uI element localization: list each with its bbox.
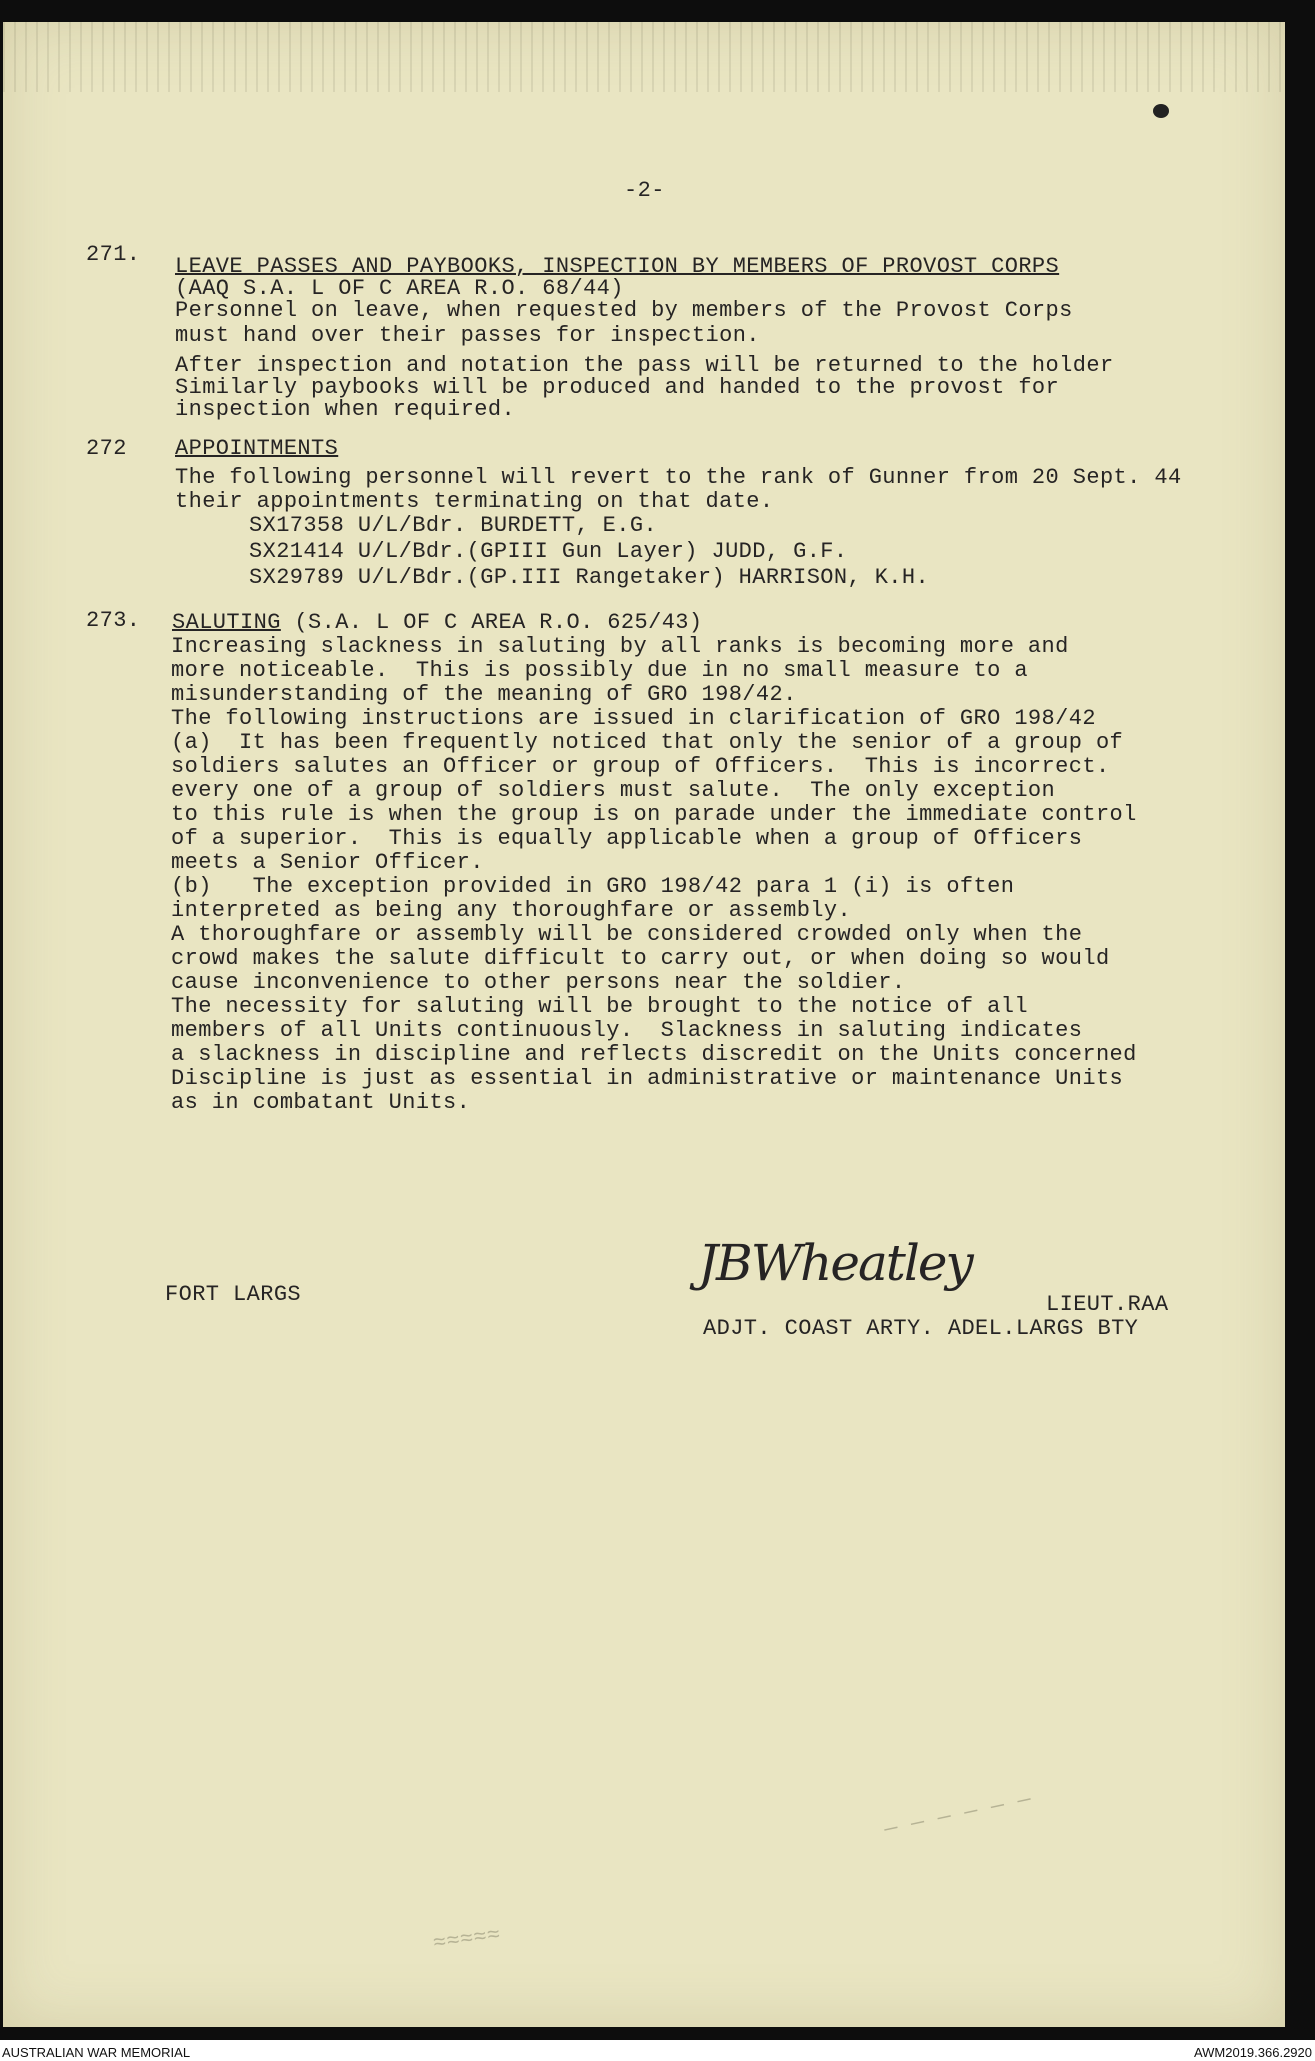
section-273-line: members of all Units continuously. Slackness in saluting indicates [171, 1018, 1083, 1043]
section-273-line: every one of a group of soldiers must salute. The only exception [171, 778, 1056, 803]
signature: JBWheatley [698, 1234, 972, 1292]
section-272-line: their appointments terminating on that date. [175, 489, 774, 514]
section-273-line: more noticeable. This is possibly due in no small measure to a [171, 658, 1028, 683]
section-273-number: 273. [86, 608, 141, 633]
section-273-line: Discipline is just as essential in administrative or maintenance Units [171, 1066, 1124, 1091]
section-271-ref: (AAQ S.A. L OF C AREA R.O. 68/44) [175, 276, 624, 301]
section-273-heading-line [172, 610, 703, 636]
personnel-entry: SX29789 U/L/Bdr.(GP.III Rangetaker) HARRISON, K.H. [249, 565, 930, 590]
section-273-line: (a) It has been frequently noticed that only the senior of a group of [171, 730, 1124, 755]
section-273-line: interpreted as being any thoroughfare or assembly. [171, 898, 852, 923]
footer-right: AWM2019.366.2920 [1193, 2045, 1312, 2060]
section-273-line: cause inconvenience to other persons near the soldier. [171, 970, 906, 995]
section-273-line: The following instructions are issued in clarification of GRO 198/42 [171, 706, 1096, 731]
section-271-line: Similarly paybooks will be produced and handed to the provost for [175, 375, 1060, 400]
section-271-heading: LEAVE PASSES AND PAYBOOKS, INSPECTION BY MEMBERS OF PROVOST CORPS [175, 254, 1060, 279]
footer-left: AUSTRALIAN WAR MEMORIAL [2, 2045, 191, 2060]
section-273-line: to this rule is when the group is on parade under the immediate control [171, 802, 1137, 827]
personnel-entry: SX21414 U/L/Bdr.(GPIII Gun Layer) JUDD, G.F. [249, 539, 848, 564]
section-271-line: must hand over their passes for inspection. [175, 323, 760, 348]
section-271-number: 271. [86, 242, 141, 267]
typed-text [3, 22, 1285, 2027]
bleed-through-mark: ≈≈≈≈≈ [431, 1922, 503, 1957]
document-page [3, 22, 1285, 2027]
section-273-line: of a superior. This is equally applicable when a group of Officers [171, 826, 1083, 851]
section-272-number: 272 [86, 436, 127, 461]
section-273-ref: (S.A. L OF C AREA R.O. 625/43) [280, 610, 703, 635]
signatory-title: ADJT. COAST ARTY. ADEL.LARGS BTY [703, 1316, 1139, 1341]
section-271-line: Personnel on leave, when requested by members of the Provost Corps [175, 298, 1073, 323]
section-273-line: A thoroughfare or assembly will be considered crowded only when the [171, 922, 1083, 947]
section-273-line: a slackness in discipline and reflects discredit on the Units concerned [171, 1042, 1137, 1067]
location: FORT LARGS [165, 1282, 302, 1307]
section-272-heading: APPOINTMENTS [175, 436, 339, 461]
section-273-line: meets a Senior Officer. [171, 850, 484, 875]
section-273-heading: SALUTING [172, 610, 281, 635]
section-273-line: misunderstanding of the meaning of GRO 198/42. [171, 682, 797, 707]
page-number: -2- [624, 178, 665, 203]
section-273-line: Increasing slackness in saluting by all ranks is becoming more and [171, 634, 1069, 659]
section-271-line: After inspection and notation the pass will be returned to the holder [175, 353, 1114, 378]
signatory-rank: LIEUT.RAA [1046, 1292, 1169, 1317]
bleed-through-mark: — — — — — — [881, 1786, 1034, 1843]
section-272-line: The following personnel will revert to the rank of Gunner from 20 Sept. 44 [175, 465, 1182, 490]
section-273-line: The necessity for saluting will be brought to the notice of all [171, 994, 1028, 1019]
section-273-line: as in combatant Units. [171, 1090, 471, 1115]
section-271-line: inspection when required. [175, 397, 516, 422]
section-273-line: (b) The exception provided in GRO 198/42 para 1 (i) is often [171, 874, 1015, 899]
section-273-line: soldiers salutes an Officer or group of Officers. This is incorrect. [171, 754, 1110, 779]
personnel-entry: SX17358 U/L/Bdr. BURDETT, E.G. [249, 513, 658, 538]
section-273-line: crowd makes the salute difficult to carry out, or when doing so would [171, 946, 1110, 971]
